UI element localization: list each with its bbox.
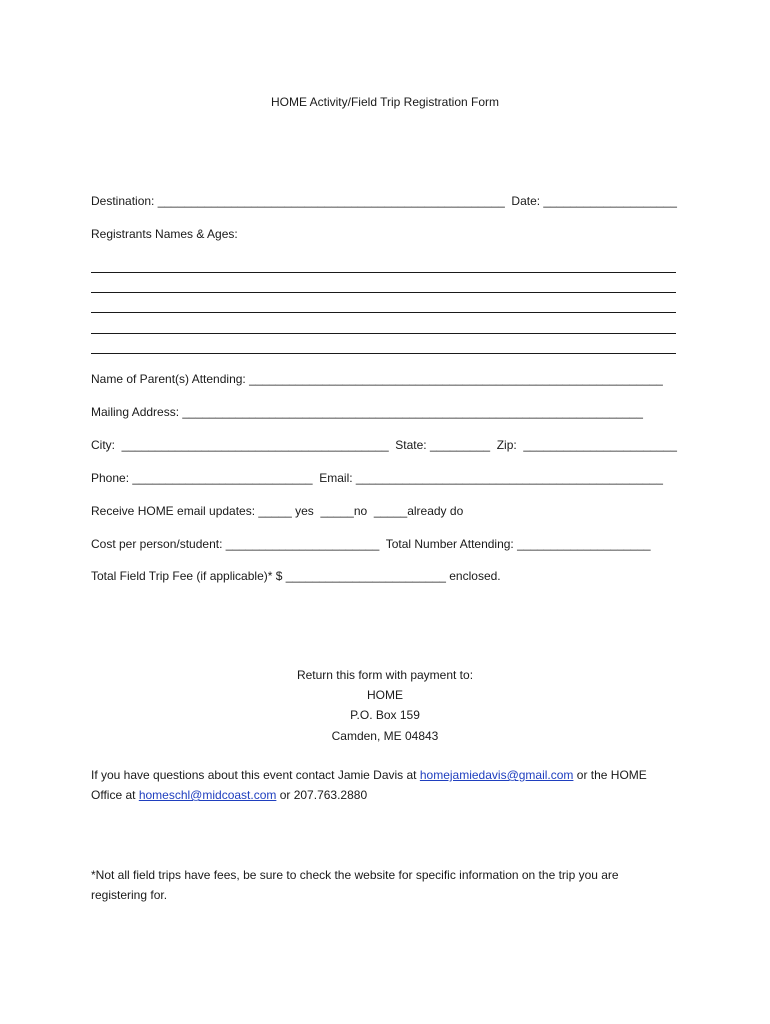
registrant-blank-line [91,333,676,334]
contact-line-2 [91,787,367,803]
contact-text: If you have questions about this event contact Jamie Davis at [91,768,420,782]
return-heading: Return this form with payment to: [296,668,474,682]
field-trip-fee-line: Total Field Trip Fee (if applicable)* $ ________________________ enclosed. [91,569,501,583]
phone-email-line: Phone: ___________________________ Email: ______________________________________________ [91,471,663,485]
contact-text: or 207.763.2880 [276,788,368,802]
footnote-line-2: registering for. [91,888,168,902]
contact-line-1 [91,767,647,783]
parent-attending-line: Name of Parent(s) Attending: ______________________________________________________________ [91,372,663,386]
registrants-label: Registrants Names & Ages: [91,227,238,241]
cost-attending-line: Cost per person/student: _______________________ Total Number Attending: ____________________ [91,537,651,551]
destination-date-line: Destination: ____________________________________________________ Date: ____________________ [91,194,677,208]
form-title: HOME Activity/Field Trip Registration Form [270,95,500,109]
contact-text: or the HOME [573,768,647,782]
return-org: HOME [367,688,403,702]
registrant-blank-line [91,312,676,313]
contact-text: Office at [91,788,139,802]
return-po-box: P.O. Box 159 [350,708,420,722]
city-state-zip-line: City: ________________________________________ State: _________ Zip: _______________________ [91,438,677,452]
mailing-address-line: Mailing Address: _____________________________________________________________________ [91,405,643,419]
registrant-blank-line [91,272,676,273]
jamie-email-link[interactable]: homejamiedavis@gmail.com [419,768,574,782]
return-city: Camden, ME 04843 [331,729,439,743]
email-updates-line: Receive HOME email updates: _____ yes _____no _____already do [91,504,464,518]
registrant-blank-line [91,353,676,354]
registrant-blank-line [91,292,676,293]
footnote-line-1: *Not all field trips have fees, be sure to check the website for specific information on the trip you are [91,868,619,882]
office-email-link[interactable]: homeschl@midcoast.com [138,788,277,802]
